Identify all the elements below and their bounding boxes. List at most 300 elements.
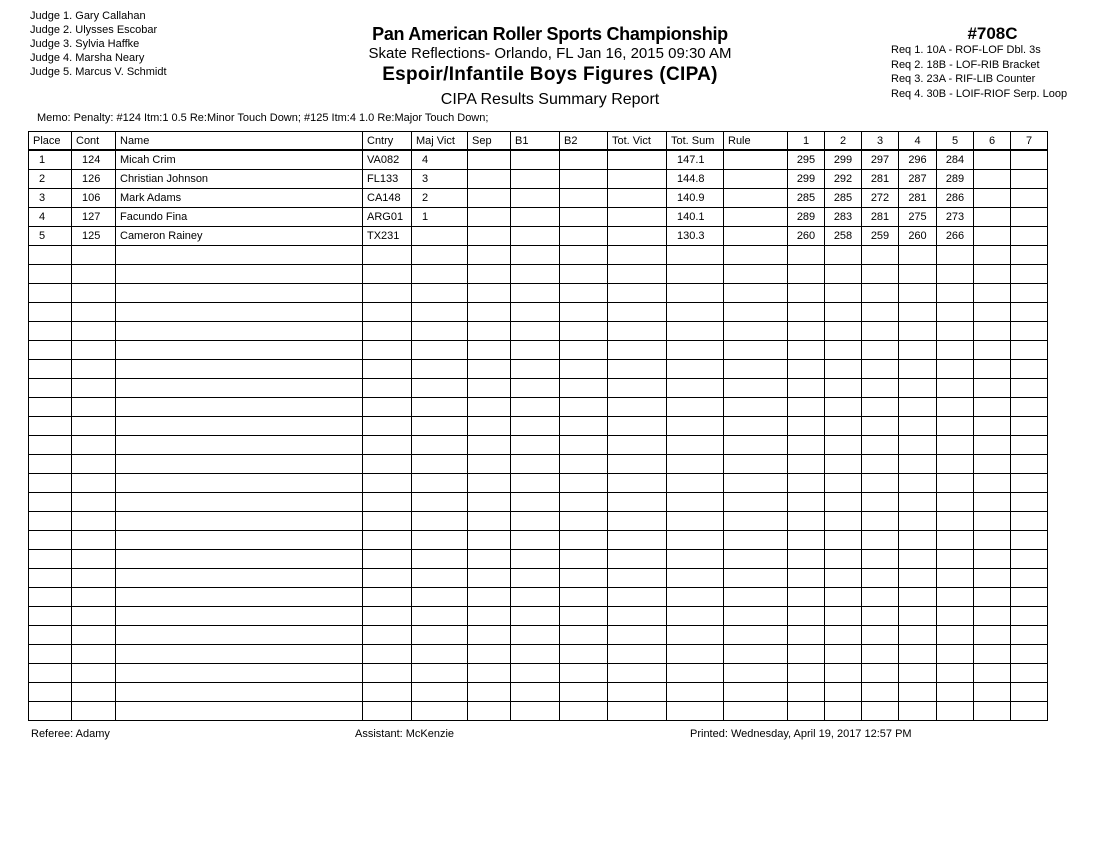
cell-judge-3-score <box>862 607 899 626</box>
cell-judge-1-score: 299 <box>788 170 825 189</box>
cell-judge-5-score <box>937 455 974 474</box>
cell-cntry <box>363 360 412 379</box>
requirement-2: Req 2. 18B - LOF-RIB Bracket <box>891 58 1040 71</box>
cell-place <box>29 607 72 626</box>
cell-tot-vict <box>608 588 667 607</box>
cell-judge-5-score <box>937 246 974 265</box>
cell-name <box>116 512 363 531</box>
cell-sep <box>468 588 511 607</box>
cell-judge-7-score <box>1011 474 1048 493</box>
cell-judge-3-score <box>862 341 899 360</box>
cell-sep <box>468 246 511 265</box>
cell-judge-4-score <box>899 246 937 265</box>
cell-b1 <box>511 607 560 626</box>
cell-judge-4-score <box>899 569 937 588</box>
cell-judge-7-score <box>1011 303 1048 322</box>
cell-judge-1-score <box>788 588 825 607</box>
cell-tot-vict <box>608 284 667 303</box>
cell-tot-sum: 140.9 <box>667 189 724 208</box>
col-header-name: Name <box>116 132 363 151</box>
cell-judge-5-score <box>937 531 974 550</box>
cell-sep <box>468 284 511 303</box>
cell-maj-vict <box>412 341 468 360</box>
cell-judge-7-score <box>1011 436 1048 455</box>
cell-judge-7-score <box>1011 531 1048 550</box>
cell-tot-vict <box>608 360 667 379</box>
cell-cont: 124 <box>72 150 116 170</box>
cell-name: Mark Adams <box>116 189 363 208</box>
cell-judge-4-score <box>899 398 937 417</box>
requirement-1: Req 1. 10A - ROF-LOF Dbl. 3s <box>891 44 1041 56</box>
cell-judge-3-score <box>862 683 899 702</box>
cell-maj-vict <box>412 246 468 265</box>
cell-judge-1-score <box>788 569 825 588</box>
cell-tot-vict <box>608 208 667 227</box>
cell-judge-3-score <box>862 664 899 683</box>
cell-judge-6-score <box>974 645 1011 664</box>
table-row-empty <box>29 417 1048 436</box>
cell-judge-5-score <box>937 436 974 455</box>
cell-judge-2-score <box>825 512 862 531</box>
cell-tot-sum: 130.3 <box>667 227 724 246</box>
cell-judge-3-score <box>862 398 899 417</box>
cell-judge-5-score <box>937 607 974 626</box>
cell-judge-5-score <box>937 417 974 436</box>
cell-cont <box>72 493 116 512</box>
cell-rule <box>724 398 788 417</box>
cell-maj-vict <box>412 512 468 531</box>
cell-judge-6-score <box>974 265 1011 284</box>
cell-judge-1-score <box>788 702 825 721</box>
cell-judge-1-score <box>788 322 825 341</box>
cell-tot-vict <box>608 322 667 341</box>
cell-judge-3-score <box>862 512 899 531</box>
cell-b1 <box>511 550 560 569</box>
cell-b1 <box>511 569 560 588</box>
cell-tot-sum <box>667 341 724 360</box>
cell-b2 <box>560 341 608 360</box>
cell-tot-sum: 144.8 <box>667 170 724 189</box>
cell-b2 <box>560 683 608 702</box>
cell-rule <box>724 588 788 607</box>
cell-place <box>29 379 72 398</box>
cell-place <box>29 569 72 588</box>
cell-judge-2-score <box>825 474 862 493</box>
cell-judge-6-score <box>974 417 1011 436</box>
cell-rule <box>724 626 788 645</box>
requirement-3: Req 3. 23A - RIF-LIB Counter <box>891 73 1036 85</box>
cell-judge-4-score <box>899 645 937 664</box>
table-row-empty <box>29 645 1048 664</box>
cell-maj-vict <box>412 436 468 455</box>
cell-judge-5-score <box>937 360 974 379</box>
cell-tot-vict <box>608 531 667 550</box>
cell-judge-7-score <box>1011 322 1048 341</box>
cell-judge-4-score <box>899 265 937 284</box>
cell-judge-5-score <box>937 626 974 645</box>
cell-cntry <box>363 645 412 664</box>
cell-judge-2-score <box>825 417 862 436</box>
cell-sep <box>468 398 511 417</box>
cell-place <box>29 341 72 360</box>
cell-judge-4-score <box>899 341 937 360</box>
cell-b1 <box>511 246 560 265</box>
cell-place: 2 <box>29 170 72 189</box>
cell-maj-vict <box>412 474 468 493</box>
cell-sep <box>468 455 511 474</box>
cell-judge-7-score <box>1011 664 1048 683</box>
table-row-empty <box>29 379 1048 398</box>
cell-b2 <box>560 265 608 284</box>
cell-maj-vict <box>412 702 468 721</box>
cell-cont <box>72 702 116 721</box>
cell-tot-sum <box>667 550 724 569</box>
cell-judge-4-score <box>899 455 937 474</box>
cell-judge-2-score <box>825 303 862 322</box>
cell-place <box>29 512 72 531</box>
cell-rule <box>724 569 788 588</box>
cell-judge-7-score <box>1011 512 1048 531</box>
cell-name <box>116 645 363 664</box>
cell-judge-2-score <box>825 379 862 398</box>
cell-b1 <box>511 265 560 284</box>
cell-judge-6-score <box>974 379 1011 398</box>
cell-name <box>116 265 363 284</box>
venue-line: Skate Reflections- Orlando, FL Jan 16, 2015 09:30 AM <box>368 45 732 62</box>
cell-b2 <box>560 303 608 322</box>
cell-b1 <box>511 493 560 512</box>
cell-sep <box>468 550 511 569</box>
cell-rule <box>724 227 788 246</box>
cell-maj-vict <box>412 303 468 322</box>
cell-judge-3-score: 272 <box>862 189 899 208</box>
cell-judge-3-score <box>862 455 899 474</box>
championship-title: Pan American Roller Sports Championship <box>372 24 728 44</box>
cell-b2 <box>560 664 608 683</box>
col-header-sep: Sep <box>468 132 511 151</box>
cell-cntry <box>363 246 412 265</box>
cell-tot-vict <box>608 417 667 436</box>
cell-b1 <box>511 360 560 379</box>
cell-tot-vict <box>608 246 667 265</box>
table-row-empty <box>29 607 1048 626</box>
cell-rule <box>724 322 788 341</box>
judge-2: Judge 2. Ulysses Escobar <box>30 24 158 36</box>
cell-tot-sum <box>667 474 724 493</box>
cell-rule <box>724 150 788 170</box>
cell-judge-2-score <box>825 531 862 550</box>
cell-rule <box>724 379 788 398</box>
cell-tot-sum <box>667 645 724 664</box>
cell-cont <box>72 607 116 626</box>
col-header-tot-sum: Tot. Sum <box>667 132 724 151</box>
cell-b2 <box>560 227 608 246</box>
cell-cntry <box>363 493 412 512</box>
cell-cont <box>72 626 116 645</box>
cell-judge-7-score <box>1011 379 1048 398</box>
judge-1: Judge 1. Gary Callahan <box>30 10 146 22</box>
cell-cont <box>72 531 116 550</box>
cell-sep <box>468 265 511 284</box>
cell-cont <box>72 683 116 702</box>
cell-maj-vict <box>412 417 468 436</box>
cell-tot-sum <box>667 284 724 303</box>
cell-judge-7-score <box>1011 284 1048 303</box>
cell-cntry <box>363 626 412 645</box>
cell-cntry: FL133 <box>363 170 412 189</box>
cell-maj-vict <box>412 398 468 417</box>
col-header-cont: Cont <box>72 132 116 151</box>
judges-list <box>30 9 167 79</box>
table-row-empty <box>29 569 1048 588</box>
cell-tot-sum <box>667 607 724 626</box>
cell-cont <box>72 265 116 284</box>
cell-b1 <box>511 303 560 322</box>
cell-maj-vict <box>412 664 468 683</box>
cell-tot-sum <box>667 588 724 607</box>
table-row-empty <box>29 550 1048 569</box>
cell-cntry <box>363 607 412 626</box>
cell-cntry <box>363 265 412 284</box>
cell-judge-7-score <box>1011 607 1048 626</box>
cell-cont <box>72 246 116 265</box>
cell-judge-7-score <box>1011 341 1048 360</box>
cell-judge-7-score <box>1011 246 1048 265</box>
cell-b1 <box>511 455 560 474</box>
cell-b2 <box>560 626 608 645</box>
cell-judge-3-score <box>862 303 899 322</box>
cell-rule <box>724 341 788 360</box>
event-number: #708C <box>967 24 1018 43</box>
cell-b1 <box>511 417 560 436</box>
cell-name <box>116 683 363 702</box>
cell-judge-5-score <box>937 493 974 512</box>
cell-rule <box>724 683 788 702</box>
cell-tot-vict <box>608 645 667 664</box>
cell-place <box>29 322 72 341</box>
table-row-empty <box>29 626 1048 645</box>
cell-maj-vict <box>412 683 468 702</box>
cell-judge-2-score <box>825 626 862 645</box>
cell-judge-6-score <box>974 474 1011 493</box>
cell-judge-1-score: 289 <box>788 208 825 227</box>
cell-judge-3-score <box>862 531 899 550</box>
cell-place: 1 <box>29 150 72 170</box>
cell-cont: 125 <box>72 227 116 246</box>
cell-cont <box>72 512 116 531</box>
cell-place <box>29 436 72 455</box>
cell-cont <box>72 569 116 588</box>
cell-cont <box>72 322 116 341</box>
cell-name <box>116 417 363 436</box>
cell-tot-sum <box>667 531 724 550</box>
cell-b2 <box>560 607 608 626</box>
cell-judge-4-score <box>899 588 937 607</box>
cell-judge-1-score: 295 <box>788 150 825 170</box>
cell-maj-vict <box>412 550 468 569</box>
cell-judge-6-score <box>974 322 1011 341</box>
cell-b2 <box>560 512 608 531</box>
cell-name <box>116 398 363 417</box>
cell-tot-vict <box>608 664 667 683</box>
cell-judge-5-score <box>937 664 974 683</box>
cell-tot-sum <box>667 512 724 531</box>
cell-judge-3-score <box>862 436 899 455</box>
cell-tot-vict <box>608 379 667 398</box>
cell-place <box>29 455 72 474</box>
cell-b2 <box>560 398 608 417</box>
cell-judge-7-score <box>1011 569 1048 588</box>
cell-maj-vict <box>412 493 468 512</box>
cell-maj-vict <box>412 607 468 626</box>
cell-tot-sum <box>667 303 724 322</box>
cell-judge-1-score <box>788 683 825 702</box>
event-name: Espoir/Infantile Boys Figures (CIPA) <box>382 64 718 85</box>
printed-timestamp: Printed: Wednesday, April 19, 2017 12:57 PM <box>690 728 912 740</box>
cell-place <box>29 645 72 664</box>
cell-judge-3-score <box>862 550 899 569</box>
cell-judge-4-score <box>899 322 937 341</box>
cell-judge-5-score <box>937 341 974 360</box>
cell-sep <box>468 493 511 512</box>
cell-b2 <box>560 379 608 398</box>
cell-place: 5 <box>29 227 72 246</box>
col-header-judge-5: 5 <box>937 132 974 151</box>
table-row-empty <box>29 341 1048 360</box>
cell-name <box>116 550 363 569</box>
cell-judge-3-score: 281 <box>862 170 899 189</box>
cell-sep <box>468 170 511 189</box>
cell-judge-5-score: 289 <box>937 170 974 189</box>
cell-judge-2-score <box>825 664 862 683</box>
cell-judge-6-score <box>974 455 1011 474</box>
cell-sep <box>468 512 511 531</box>
cell-judge-4-score <box>899 683 937 702</box>
cell-cntry <box>363 550 412 569</box>
cell-judge-4-score <box>899 284 937 303</box>
cell-judge-1-score <box>788 607 825 626</box>
cell-cntry <box>363 512 412 531</box>
cell-name <box>116 436 363 455</box>
cell-b2 <box>560 474 608 493</box>
cell-tot-sum <box>667 398 724 417</box>
cell-judge-2-score <box>825 398 862 417</box>
cell-name: Facundo Fina <box>116 208 363 227</box>
cell-rule <box>724 664 788 683</box>
cell-tot-sum <box>667 417 724 436</box>
cell-judge-5-score <box>937 303 974 322</box>
cell-maj-vict <box>412 322 468 341</box>
cell-cont <box>72 284 116 303</box>
cell-maj-vict <box>412 284 468 303</box>
col-header-judge-4: 4 <box>899 132 937 151</box>
cell-cont <box>72 664 116 683</box>
cell-tot-sum <box>667 493 724 512</box>
cell-judge-6-score <box>974 170 1011 189</box>
cell-judge-4-score: 260 <box>899 227 937 246</box>
cell-judge-6-score <box>974 303 1011 322</box>
cell-judge-7-score <box>1011 227 1048 246</box>
cell-judge-1-score <box>788 284 825 303</box>
cell-judge-7-score <box>1011 455 1048 474</box>
cell-cntry <box>363 436 412 455</box>
cell-judge-5-score <box>937 569 974 588</box>
cell-judge-5-score: 273 <box>937 208 974 227</box>
cell-sep <box>468 322 511 341</box>
cell-judge-2-score: 285 <box>825 189 862 208</box>
cell-sep <box>468 683 511 702</box>
cell-judge-2-score <box>825 265 862 284</box>
cell-judge-7-score <box>1011 702 1048 721</box>
cell-tot-sum <box>667 569 724 588</box>
cell-cont <box>72 550 116 569</box>
cell-judge-2-score <box>825 455 862 474</box>
cell-tot-vict <box>608 455 667 474</box>
cell-place <box>29 531 72 550</box>
table-row-empty <box>29 664 1048 683</box>
cell-judge-6-score <box>974 664 1011 683</box>
table-row-empty <box>29 322 1048 341</box>
cell-cont <box>72 474 116 493</box>
cell-b1 <box>511 170 560 189</box>
cell-rule <box>724 360 788 379</box>
cell-judge-1-score <box>788 512 825 531</box>
cell-tot-sum <box>667 626 724 645</box>
cell-judge-4-score <box>899 531 937 550</box>
cell-judge-7-score <box>1011 360 1048 379</box>
cell-judge-6-score <box>974 531 1011 550</box>
cell-b2 <box>560 436 608 455</box>
referee: Referee: Adamy <box>31 728 110 740</box>
cell-judge-4-score <box>899 417 937 436</box>
requirement-4: Req 4. 30B - LOIF-RIOF Serp. Loop <box>891 87 1068 100</box>
cell-cntry: TX231 <box>363 227 412 246</box>
cell-judge-2-score <box>825 493 862 512</box>
cell-judge-1-score <box>788 360 825 379</box>
cell-name: Christian Johnson <box>116 170 363 189</box>
cell-rule <box>724 417 788 436</box>
cell-judge-7-score <box>1011 683 1048 702</box>
cell-place <box>29 284 72 303</box>
cell-tot-vict <box>608 474 667 493</box>
cell-judge-7-score <box>1011 550 1048 569</box>
cell-b1 <box>511 588 560 607</box>
cell-place <box>29 683 72 702</box>
cell-cntry <box>363 664 412 683</box>
cell-judge-3-score <box>862 569 899 588</box>
cell-judge-4-score <box>899 360 937 379</box>
cell-sep <box>468 474 511 493</box>
cell-tot-vict <box>608 150 667 170</box>
cell-judge-1-score <box>788 664 825 683</box>
table-row-empty <box>29 246 1048 265</box>
cell-tot-vict <box>608 303 667 322</box>
cell-b1 <box>511 531 560 550</box>
cell-b2 <box>560 284 608 303</box>
cell-judge-2-score <box>825 246 862 265</box>
cell-place <box>29 474 72 493</box>
cell-judge-5-score <box>937 512 974 531</box>
cell-maj-vict: 4 <box>412 150 468 170</box>
col-header-judge-7: 7 <box>1011 132 1048 151</box>
cell-rule <box>724 531 788 550</box>
cell-cntry <box>363 474 412 493</box>
cell-judge-2-score: 299 <box>825 150 862 170</box>
cell-cntry <box>363 569 412 588</box>
cell-tot-vict <box>608 493 667 512</box>
cell-sep <box>468 341 511 360</box>
cell-judge-6-score <box>974 550 1011 569</box>
